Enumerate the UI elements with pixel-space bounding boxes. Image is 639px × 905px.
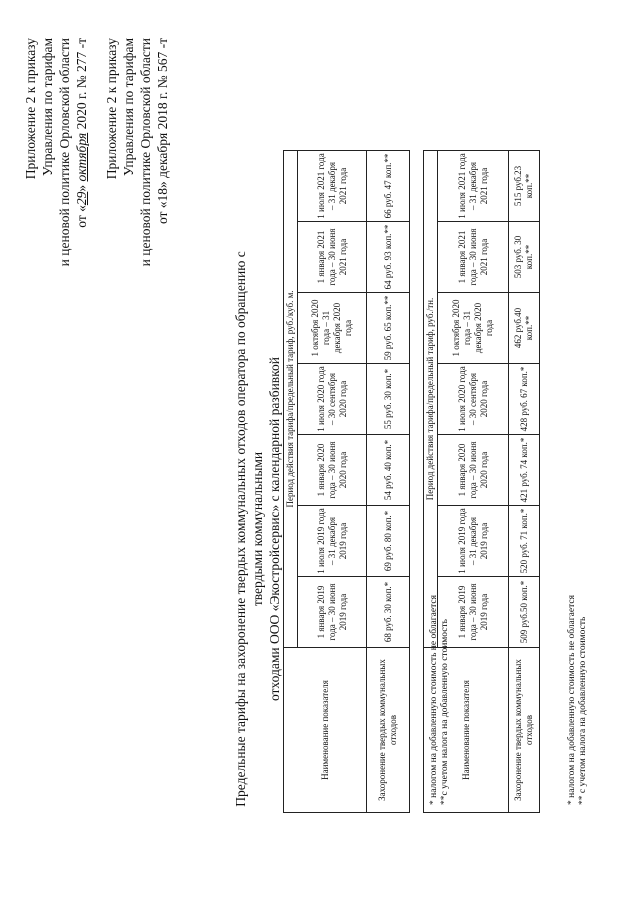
footnote: ** с учетом налога на добавленную стоимость — [578, 616, 588, 805]
header-line: от «18» декабря 2018 г. № 567 -т — [155, 38, 170, 225]
header-date-line — [73, 38, 90, 266]
period-cell: 1 января 2021 года – 30 июня 2021 года — [438, 222, 509, 293]
value-cell: 503 руб. 30 коп.** — [509, 222, 540, 293]
header-line: и ценовой политике Орловской области — [138, 38, 153, 267]
period-cell: 1 января 2020 года – 30 июня 2020 года — [298, 435, 367, 506]
handwritten-month: октября — [74, 132, 89, 182]
row-name-cell: Захоронение твердых коммунальных отходов — [367, 648, 410, 813]
value-cell: 520 руб. 71 коп.* — [509, 506, 540, 577]
footnote: * налогом на добавленную стоимость не облагается — [429, 595, 439, 805]
value-cell: 462 руб.40 коп.** — [509, 293, 540, 364]
value-cell: 428 руб. 67 коп.* — [509, 364, 540, 435]
header-line: Приложение 2 к приказу — [23, 38, 38, 180]
period-cell: 1 июля 2021 года – 31 декабря 2021 года — [298, 151, 367, 222]
value-cell: 509 руб.50 коп.* — [509, 577, 540, 648]
table-row — [509, 151, 540, 813]
date-mid: » — [74, 181, 89, 192]
period-cell: 1 июля 2019 года – 31 декабря 2019 года — [438, 506, 509, 577]
period-cell: 1 января 2020 года – 30 июня 2020 года — [438, 435, 509, 506]
date-suffix: 2020 г. № 277 -т — [74, 38, 89, 133]
tariff-table-per-cubic-meter — [283, 150, 410, 813]
period-cell: 1 января 2021 года – 30 июня 2021 года — [298, 222, 367, 293]
tariff-table-per-ton — [423, 150, 540, 813]
value-cell: 66 руб. 47 коп.** — [367, 151, 410, 222]
value-cell: 59 руб. 65 коп.** — [367, 293, 410, 364]
value-cell: 421 руб. 74 коп.* — [509, 435, 540, 506]
table-header-row — [284, 151, 298, 813]
value-cell: 54 руб. 40 коп.* — [367, 435, 410, 506]
period-cell: 1 октября 2020 года – 31 декабря 2020 года — [438, 293, 509, 364]
title-line: Предельные тарифы на захоронение твердых коммунальных отходов оператора по обращению с твердыми коммунальными — [233, 251, 265, 807]
footnote: * налогом на добавленную стоимость не облагается — [567, 595, 577, 805]
period-cell: 1 июля 2021 года – 31 декабря 2021 года — [438, 151, 509, 222]
value-cell: 68 руб. 30 коп.* — [367, 577, 410, 648]
period-cell: 1 июля 2020 года – 30 сентября 2020 года — [438, 364, 509, 435]
column-header-indicator: Наименование показателя — [424, 648, 509, 813]
value-cell: 64 руб. 93 коп.** — [367, 222, 410, 293]
value-cell: 69 руб. 80 коп.* — [367, 506, 410, 577]
header-line: Приложение 2 к приказу — [104, 38, 119, 180]
document-title — [232, 249, 283, 809]
column-header-period: Период действия тарифа/предельный тариф, руб./куб. м. — [284, 151, 298, 648]
footnotes-table-2 — [567, 595, 589, 805]
appendix-header-previous — [103, 38, 171, 266]
value-cell: 515 руб.23 коп.** — [509, 151, 540, 222]
period-cell: 1 января 2019 года – 30 июня 2019 года — [298, 577, 367, 648]
handwritten-day: 29 — [74, 191, 89, 206]
header-line: Управления по тарифам — [121, 38, 136, 176]
period-cell: 1 июля 2020 года – 30 сентября 2020 года — [298, 364, 367, 435]
column-header-indicator: Наименование показателя — [284, 648, 367, 813]
column-header-period: Период действия тарифа/предельный тариф, руб./тн. — [424, 151, 438, 648]
period-cell: 1 октября 2020 года – 31 декабря 2020 года — [298, 293, 367, 364]
period-cell: 1 июля 2019 года – 31 декабря 2019 года — [298, 506, 367, 577]
appendix-header-current — [22, 38, 90, 266]
title-line: отходами ООО «Экостройсервис» с календарной разбивкой — [267, 356, 282, 702]
period-cell: 1 января 2019 года – 30 июня 2019 года — [438, 577, 509, 648]
header-line: Управления по тарифам — [40, 38, 55, 176]
header-line: и ценовой политике Орловской области — [57, 38, 72, 267]
value-cell: 55 руб. 30 коп.* — [367, 364, 410, 435]
row-name-cell: Захоронение твердых коммунальных отходов — [509, 648, 540, 813]
footnote: **с учетом налога на добавленную стоимость — [440, 619, 450, 805]
table-header-row — [424, 151, 438, 813]
date-prefix: от « — [74, 205, 89, 228]
table-row — [367, 151, 410, 813]
